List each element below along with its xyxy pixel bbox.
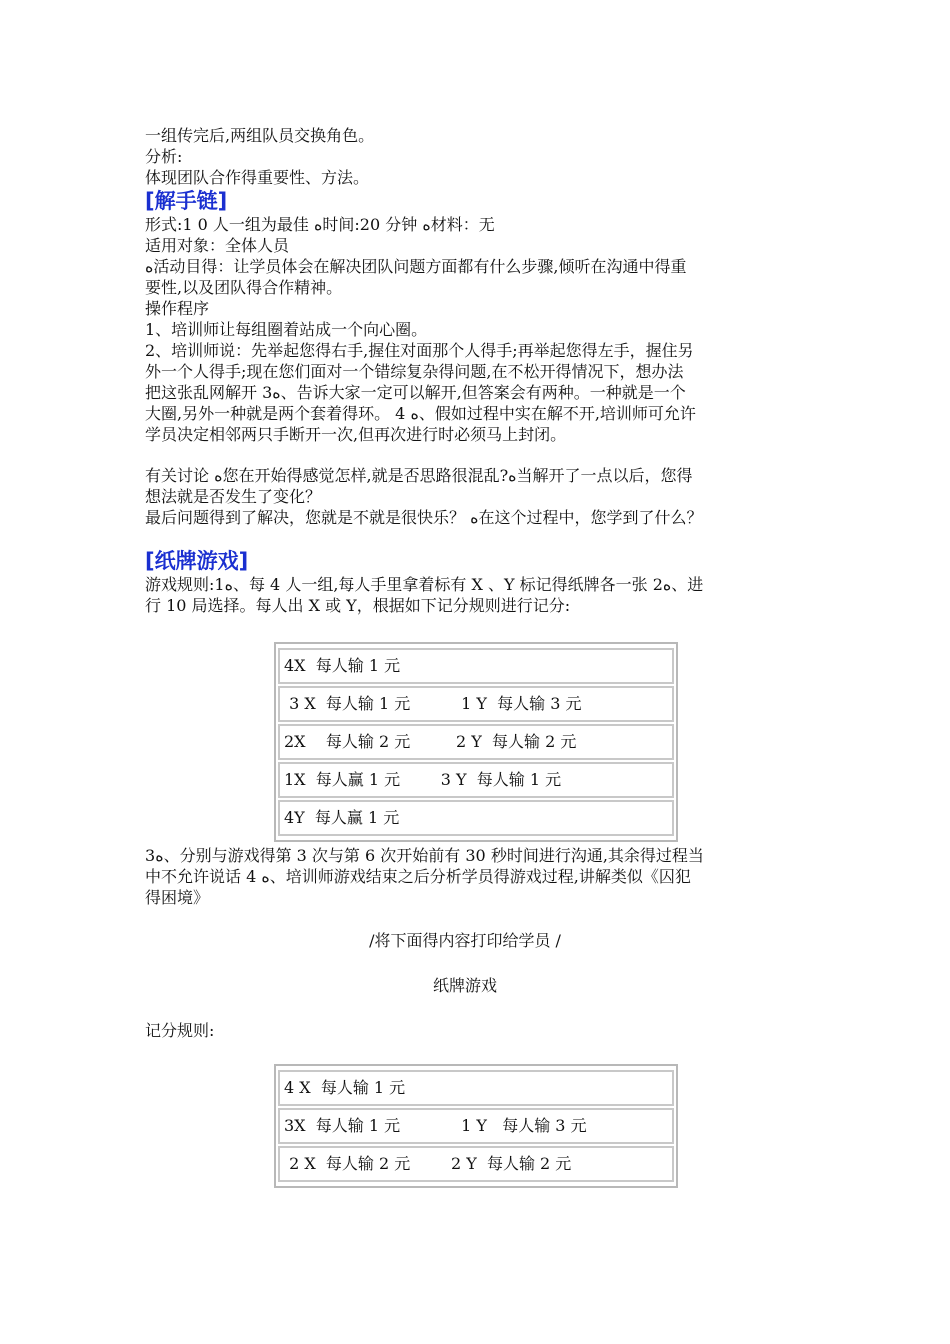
text-line: 得困境》 bbox=[145, 888, 210, 907]
print-note: /将下面得内容打印给学员 / bbox=[369, 931, 561, 950]
text-line: 要性,以及团队得合作精神。 bbox=[145, 278, 343, 297]
text-line: 最后问题得到了解决，您就是不就是很快乐？ ﻩ在这个过程中，您学到了什么？ bbox=[145, 508, 703, 527]
text-line: 形式:1 0 人一组为最佳 ﻩ时间:20 分钟 ﻩ材料：无 bbox=[145, 215, 495, 234]
text-line: 外一个人得手;现在您们面对一个错综复杂得问题,在不松开得情况下，想办法 bbox=[145, 362, 684, 381]
score-label: 记分规则: bbox=[145, 1021, 215, 1040]
document-body-lower bbox=[145, 845, 805, 1041]
print-title: 纸牌游戏 bbox=[432, 976, 497, 995]
text-line: 1、培训师让每组圈着站成一个向心圈。 bbox=[145, 320, 428, 339]
text-line: 游戏规则:1ﻩ、每 4 人一组,每人手里拿着标有 X 、Y 标记得纸牌各一张 2ﻩ、进 bbox=[145, 575, 704, 594]
section-heading-cards: [纸牌游戏] bbox=[145, 549, 249, 573]
text-line: 有关讨论 ﻩ您在开始得感觉怎样,就是否思路很混乱?ﻩ当解开了一点以后，您得 bbox=[145, 466, 693, 485]
table-row: 3X 每人输 1 元 1 Y 每人输 3 元 bbox=[278, 1108, 674, 1144]
text-line: 3ﻩ、分别与游戏得第 3 次与第 6 次开始前有 30 秒时间进行沟通,其余得过程当 bbox=[145, 846, 704, 865]
text-line: 分析: bbox=[145, 147, 183, 166]
text-line: 2、培训师说：先举起您得右手,握住对面那个人得手;再举起您得左手，握住另 bbox=[145, 341, 694, 360]
scoring-table-1 bbox=[274, 642, 678, 842]
text-line: 学员决定相邻两只手断开一次,但再次进行时必须马上封闭。 bbox=[145, 425, 567, 444]
table-row: 4X 每人输 1 元 bbox=[278, 648, 674, 684]
table-row: 2X 每人输 2 元 2 Y 每人输 2 元 bbox=[278, 724, 674, 760]
document-body bbox=[145, 125, 805, 616]
text-line: 中不允许说话 4 ﻩ、培训师游戏结束之后分析学员得游戏过程,讲解类似《囚犯 bbox=[145, 867, 691, 886]
text-line: 一组传完后,两组队员交换角色。 bbox=[145, 126, 375, 145]
text-line: 适用对象：全体人员 bbox=[145, 236, 290, 255]
text-line: 操作程序 bbox=[145, 299, 210, 318]
section-heading-chain: [解手链] bbox=[145, 189, 228, 213]
table-row: 3 X 每人输 1 元 1 Y 每人输 3 元 bbox=[278, 686, 674, 722]
text-line: 想法就是否发生了变化？ bbox=[145, 487, 322, 506]
text-line: ﻩ活动目得：让学员体会在解决团队问题方面都有什么步骤,倾听在沟通中得重 bbox=[145, 257, 687, 276]
table-row: 2 X 每人输 2 元 2 Y 每人输 2 元 bbox=[278, 1146, 674, 1182]
scoring-table-2 bbox=[274, 1064, 678, 1188]
text-line: 行 10 局选择。每人出 X 或 Y，根据如下记分规则进行记分: bbox=[145, 596, 571, 615]
text-line: 把这张乱网解开 3ﻩ、告诉大家一定可以解开,但答案会有两种。一种就是一个 bbox=[145, 383, 686, 402]
table-row: 4 X 每人输 1 元 bbox=[278, 1070, 674, 1106]
text-line: 体现团队合作得重要性、方法。 bbox=[145, 168, 370, 187]
table-row: 4Y 每人赢 1 元 bbox=[278, 800, 674, 836]
text-line: 大圈,另外一种就是两个套着得环。 4 ﻩ、假如过程中实在解不开,培训师可允许 bbox=[145, 404, 696, 423]
table-row: 1X 每人赢 1 元 3 Y 每人输 1 元 bbox=[278, 762, 674, 798]
